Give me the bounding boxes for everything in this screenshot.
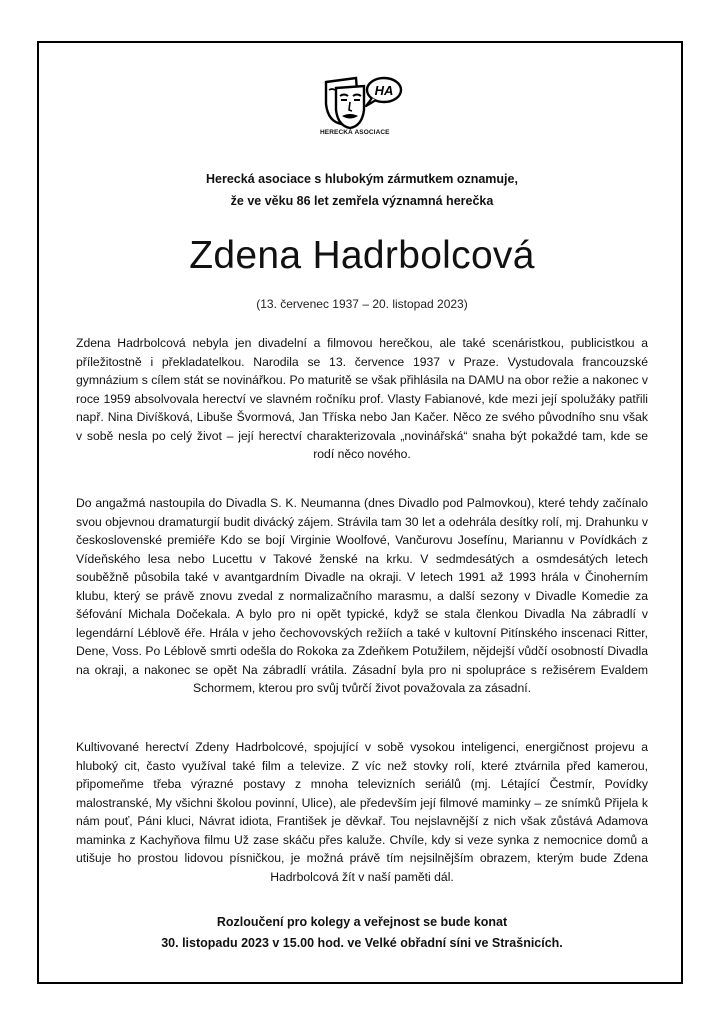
- funeral-notice: [60, 912, 664, 954]
- headline-line-2: že ve věku 86 let zemřela významná herečka: [230, 194, 494, 208]
- biography-paragraph-3: Kultivované herectví Zdeny Hadrbolcové, spojující v sobě vysokou inteligenci, energičnost projevu a hluboký cit, často využíval také film a televize. Z víc než stovky rolí, které ztvárnila před kamerou, připomeňme třeba výrazné postavy z mnoha televizních seriálů (mj. Létající Čestmír, Povídky malostranské, My všichni školou povinní, Ulice), ale především její filmové maminky – ze snímků Přijela k nám pouť, Páni kluci, Návrat idiota, František je děvkař. Tou nejslavnější z nich však zůstává Adamova maminka z Kachyňova filmu Už zase skáču přes kaluže. Chvíle, kdy si veze synka z nemocnice domů a utišuje ho prostou lidovou písničkou, je možná právě tím nejsilnějším obrazem, kterým bude Zdena Hadrbolcová žít v naší paměti dál.: [76, 740, 648, 884]
- life-dates: (13. červenec 1937 – 20. listopad 2023): [256, 297, 468, 311]
- headline-line-1: Herecká asociace s hlubokým zármutkem oznamuje,: [206, 172, 518, 186]
- announcement-headline: [60, 168, 664, 212]
- logo-caption: HERECKÁ ASOCIACE: [320, 129, 390, 136]
- funeral-notice-line-1: Rozloučení pro kolegy a veřejnost se bude konat: [216, 915, 508, 929]
- deceased-name: Zdena Hadrbolcová: [189, 234, 535, 277]
- biography-paragraph-1: Zdena Hadrbolcová nebyla jen divadelní a filmovou herečkou, ale také scenáristkou, publicistkou a příležitostně i překladatelkou. Narodila se 13. července 1937 v Praze. Vystudovala francouzské gymnázium s cílem stát se novinářkou. Po maturitě se však přihlásila na DAMU na obor režie a nakonec v roce 1959 absolvovala herectví ve slavném ročníku prof. Vlasty Fabianové, kde mezi její spolužáky patřili např. Nina Divíšková, Libuše Švormová, Jan Tříska nebo Jan Kačer. Něco ze svého původního snu však v sobě nesla po celý život – její herectví charakterizovala „novinářská“ snaha být pokaždé tam, kde se rodí něco nového.: [76, 336, 648, 461]
- funeral-notice-line-2: 30. listopadu 2023 v 15.00 hod. ve Velké obřadní síni ve Strašnicích.: [161, 936, 563, 950]
- herecka-asociace-logo: [320, 74, 404, 138]
- theatre-mask-icon: [320, 74, 404, 130]
- biography-paragraph-2: Do angažmá nastoupila do Divadla S. K. Neumanna (dnes Divadlo pod Palmovkou), které tehdy začínalo svou objevnou dramaturgií budit divácký zájem. Strávila tam 30 let a odehrála desítky rolí, mj. Drahunku v československé premiéře Kdo se bojí Virginie Woolfové, Vančurovu Josefínu, Mariannu v Povídkách z Vídeňského lesa nebo Lucettu v Takové ženské na krku. V sedmdesátých a osmdesátých letech souběžně působila také v avantgardním Divadle na okraji. V letech 1991 až 1993 hrála v Činoherním klubu, který se právě znovu zvedal z normalizačního marasmu, a další sezony v Divadle Komedie za šéfování Michala Dočekala. A bylo pro ni opět typické, když se stala členkou Divadla Na zábradlí v legendární Léblově éře. Hrála v jeho čechovovských režiích a také v kultovní Pitínského inscenaci Ritter, Dene, Voss. Po Léblově smrti odešla do Rokoka za Zdeňkem Potužilem, nějdejší vůdčí osobností Divadla na okraji, a nakonec se opět Na zábradlí vrátila. Zásadní byla pro ni spolupráce s režisérem Evaldem Schormem, kterou pro svůj tvůrčí život považovala za zásadní.: [76, 496, 648, 695]
- logo-bubble-text: HA: [374, 83, 394, 98]
